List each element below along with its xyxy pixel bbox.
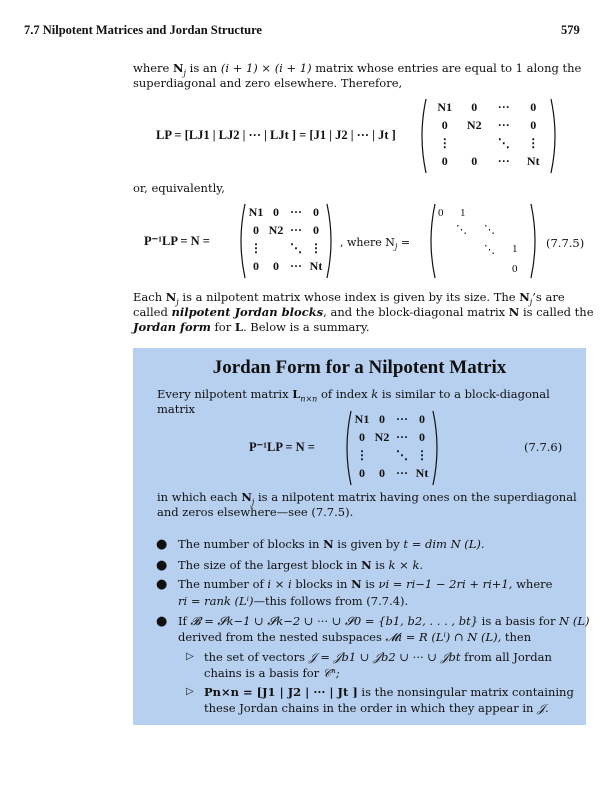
bullet-1: The number of blocks in N is given by t = dim N (L).: [178, 537, 485, 551]
para1-line2: superdiagonal and zero elsewhere. Therefore,: [133, 76, 403, 90]
matrix-cell: 0: [441, 118, 448, 132]
eq2-where: , where $N_j$ =: [340, 236, 411, 252]
bullet-3-line1: The number of i × i blocks in N is νi = ri−1 − 2ri + ri+1, where: [178, 577, 553, 591]
matrix-cell: 0: [253, 223, 259, 237]
para2-line1: Each $N_j$ is a nilpotent matrix whose index is given by its size. The $N_j’s$ are: [133, 290, 565, 307]
matrix-cell: 0: [313, 205, 319, 219]
matrix-cell: ···: [497, 154, 510, 168]
matrix-cell: ···: [289, 223, 302, 237]
bullet-dot: ●: [156, 537, 168, 552]
page-number: 579: [561, 23, 580, 37]
matrix-cell: 0: [530, 118, 537, 132]
summary-right-paren: [432, 410, 442, 486]
matrix-cell: 0: [253, 259, 259, 273]
matrix-cell: 0: [379, 466, 385, 480]
eq1-lhs: LP = [LJ1 | LJ2 | ··· | LJt ] = [J1 | J2 | ··· | Jt ]: [156, 128, 396, 142]
matrix-cell: N2: [374, 430, 390, 444]
matrix-cell: 0: [471, 154, 478, 168]
matrix-cell: 0: [419, 412, 425, 426]
summary-title: Jordan Form for a Nilpotent Matrix: [212, 357, 507, 378]
summary-eq-lhs: P⁻¹LP = N =: [249, 440, 315, 454]
nj-right-paren: [530, 203, 540, 279]
matrix-cell: ⋱: [396, 448, 408, 462]
or-equivalently: or, equivalently,: [133, 181, 225, 195]
para1-line1: where $N_j$ is an (i + 1) × (i + 1) matrix whose entries are equal to 1 along the: [133, 61, 582, 78]
bullet-dot: ●: [156, 558, 168, 573]
matrix-cell: 0: [441, 154, 448, 168]
matrix-cell: N2: [268, 223, 284, 237]
para2-line2: called nilpotent Jordan blocks, and the block-diagonal matrix N is called the: [133, 305, 594, 319]
eq-number-775: (7.7.5): [546, 236, 585, 250]
eq-number-776: (7.7.6): [524, 440, 563, 454]
summary-after-line1: in which each $N_j$ is a nilpotent matrix having ones on the superdiagonal: [157, 490, 577, 507]
summary-after-line2: and zeros elsewhere—see (7.7.5).: [157, 505, 354, 519]
matrix-cell: ···: [395, 412, 408, 426]
matrix-cell: N1: [354, 412, 370, 426]
eq2-right-paren: [326, 203, 336, 279]
matrix-cell: 0: [359, 430, 365, 444]
eq1-matrix: [430, 100, 548, 172]
matrix-cell: ···: [289, 259, 302, 273]
sub-bullet-1-line1: the set of vectors 𝒥 = 𝒥b1 ∪ 𝒥b2 ∪ ··· ∪ 𝒥bt from all Jordan: [204, 650, 552, 664]
bullet-3-line2: ri = rank (Lⁱ)—this follows from (7.7.4).: [178, 594, 409, 608]
matrix-cell: ⋮: [310, 241, 322, 255]
matrix-cell: N1: [437, 100, 453, 114]
matrix-cell: Nt: [415, 466, 429, 480]
matrix-cell: ···: [395, 430, 408, 444]
matrix-cell: ···: [395, 466, 408, 480]
matrix-cell: ⋮: [527, 136, 540, 150]
para2-line3: Jordan form for L. Below is a summary.: [133, 320, 370, 334]
eq2-matrix: [246, 205, 326, 277]
matrix-cell: Nt: [526, 154, 540, 168]
matrix-cell: 0: [530, 100, 537, 114]
triangle-icon: ▷: [186, 651, 194, 662]
matrix-cell: 0: [471, 100, 478, 114]
matrix-cell: Nt: [309, 259, 323, 273]
sub-bullet-1-line2: chains is a basis for 𝒞ⁿ;: [204, 666, 340, 680]
eq1-right-paren: [550, 98, 560, 174]
matrix-cell: ⋮: [416, 448, 428, 462]
matrix-cell: 0: [273, 205, 279, 219]
matrix-cell: ⋮: [250, 241, 262, 255]
eq1-left-paren: [417, 98, 427, 174]
matrix-cell: ···: [497, 118, 510, 132]
matrix-cell: N1: [248, 205, 264, 219]
matrix-cell: ···: [289, 205, 302, 219]
eq2-lhs: P⁻¹LP = N =: [144, 234, 210, 248]
matrix-cell: ···: [497, 100, 510, 114]
eq2-left-paren: [236, 203, 246, 279]
nj-left-paren: [426, 203, 436, 279]
matrix-cell: ⋱: [497, 136, 510, 150]
matrix-cell: ⋮: [356, 448, 368, 462]
bullet-4-line1: If 𝓑 = 𝓢k−1 ∪ 𝓢k−2 ∪ ··· ∪ 𝓢0 = {b1, b2, . . . , bt} is a basis for N (L): [178, 614, 590, 628]
matrix-cell: 0: [379, 412, 385, 426]
matrix-cell: ⋮: [438, 136, 451, 150]
matrix-cell: 0: [313, 223, 319, 237]
matrix-cell: 0: [273, 259, 279, 273]
bullet-4-line2: derived from the nested subspaces 𝓜i = R (Lⁱ) ∩ N (L), then: [178, 630, 532, 644]
nj-matrix: 0 1 ⋱ ⋱ ⋱ 1 0: [438, 207, 518, 275]
bullet-2: The size of the largest block in N is k × k.: [178, 558, 424, 572]
matrix-cell: N2: [466, 118, 482, 132]
bullet-dot: ●: [156, 577, 168, 592]
matrix-cell: ⋱: [290, 241, 302, 255]
summary-intro-line2: matrix: [157, 402, 196, 416]
section-header: 7.7 Nilpotent Matrices and Jordan Structure: [24, 23, 262, 37]
summary-left-paren: [342, 410, 352, 486]
triangle-icon: ▷: [186, 686, 194, 697]
bullet-dot: ●: [156, 614, 168, 629]
sub-bullet-2-line1: Pn×n = [J1 | J2 | ··· | Jt ] is the nonsingular matrix containing: [204, 685, 574, 699]
summary-matrix: [352, 412, 432, 484]
matrix-cell: 0: [359, 466, 365, 480]
sub-bullet-2-line2: these Jordan chains in the order in which they appear in 𝒥.: [204, 701, 549, 715]
matrix-cell: 0: [419, 430, 425, 444]
summary-intro-line1: Every nilpotent matrix $L_{n\times n}$ of index k is similar to a block-diagonal: [157, 387, 550, 404]
